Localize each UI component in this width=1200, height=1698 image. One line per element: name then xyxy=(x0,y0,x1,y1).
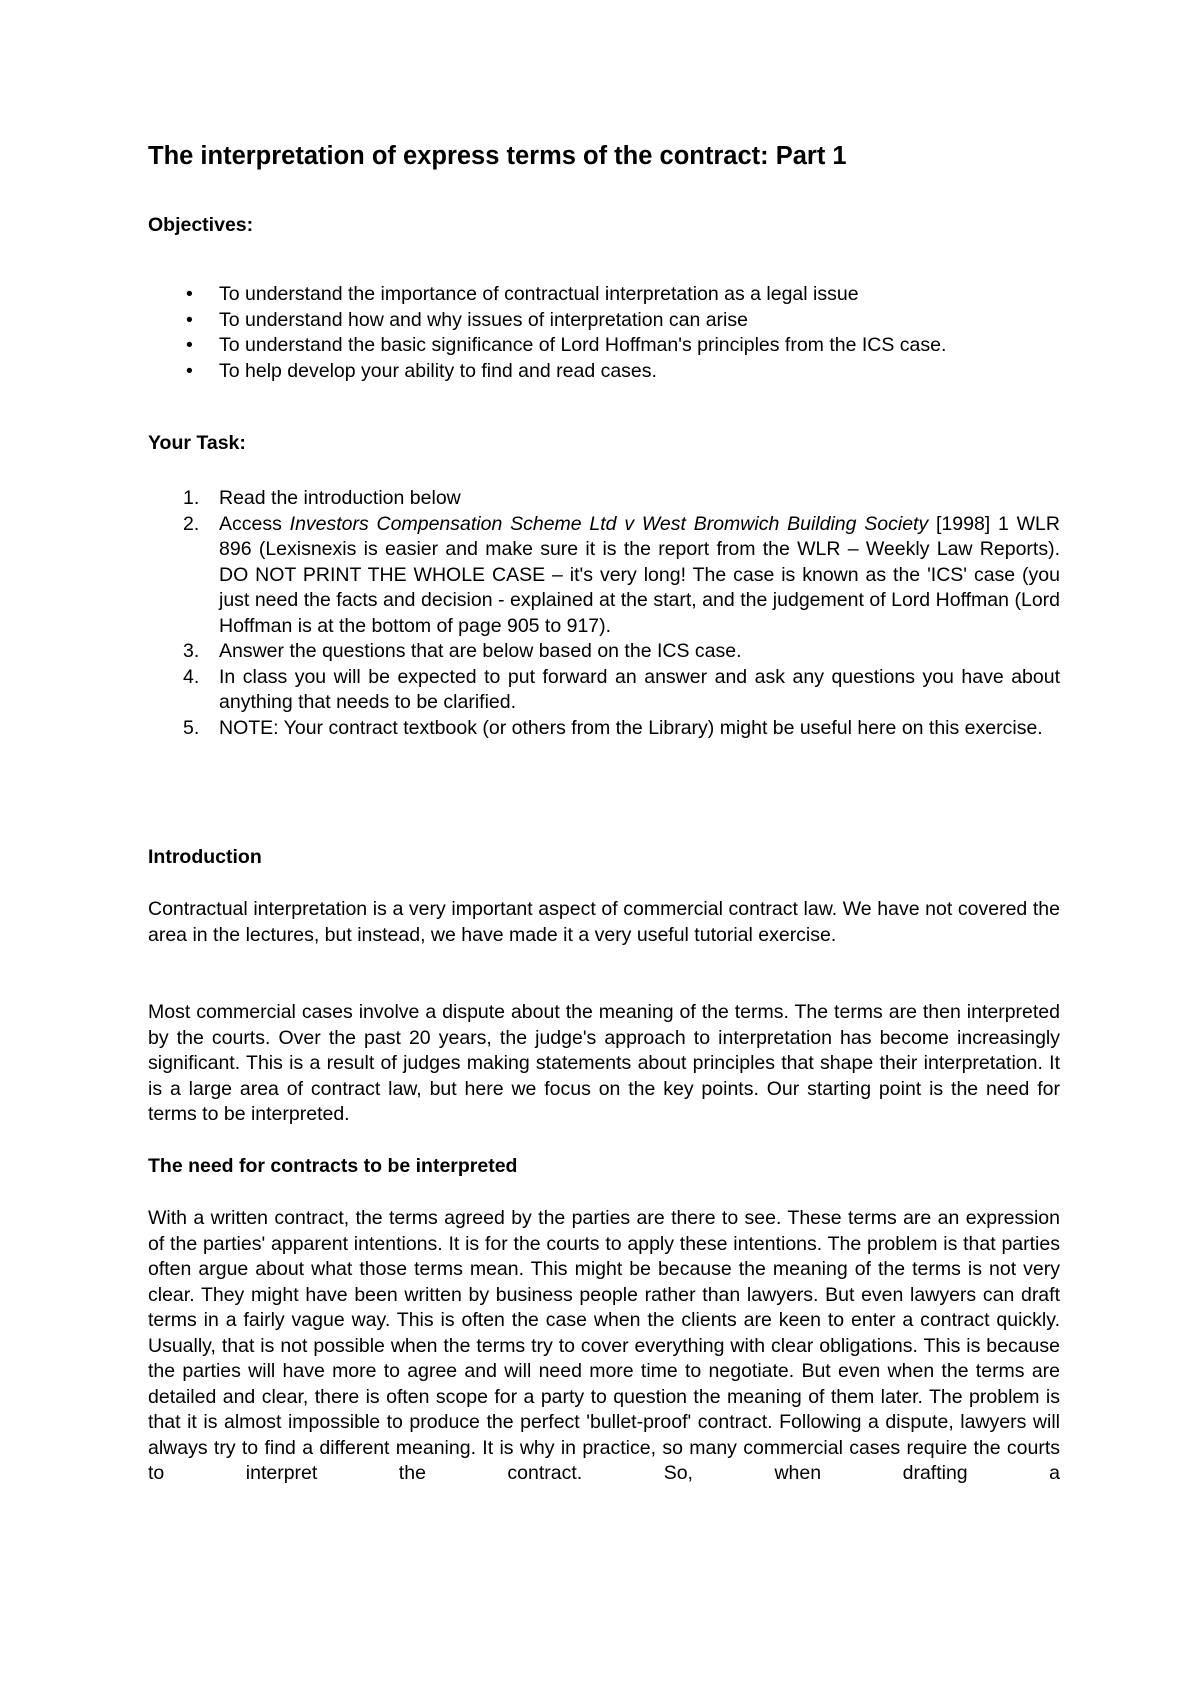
list-item xyxy=(148,486,1060,512)
step-text: NOTE: Your contract textbook (or others from the Library) might be useful here on this exercise. xyxy=(219,716,1043,739)
step-number: 4. xyxy=(183,665,200,688)
need-section-heading: The need for contracts to be interpreted xyxy=(148,1155,518,1177)
list-item: • To understand how and why issues of interpretation can arise xyxy=(148,308,1060,334)
step-number: 5. xyxy=(183,716,200,739)
need-section-paragraph: With a written contract, the terms agreed by the parties are there to see. These terms are an expression of the parties' apparent intentions. It is for the courts to apply these intentions. The problem is that parties often argue about what those terms mean. This might be because the meaning of the terms is not very clear. They might have been written by business people rather than lawyers. But even lawyers can draft terms in a fairly vague way. This is often the case when the clients are keen to enter a contract quickly. Usually, that is not possible when the terms try to cover everything with clear obligations. This is because the parties will have more to agree and will need more time to negotiate. But even when the terms are detailed and clear, there is often scope for a party to question the meaning of them later. The problem is that it is almost impossible to produce the perfect 'bullet-proof' contract. Following a dispute, lawyers will always try to find a different meaning. It is why in practice, so many commercial cases require the courts to interpret the contract. So, when drafting a xyxy=(148,1207,1060,1484)
list-item xyxy=(148,639,1060,665)
step-number: 1. xyxy=(183,487,200,509)
step-number: 2. xyxy=(183,512,200,535)
introduction-paragraph: Contractual interpretation is a very important aspect of commercial contract law. We have not covered the area in the lectures, but instead, we have made it a very useful tutorial exercise. xyxy=(148,898,1060,946)
list-item xyxy=(148,716,1060,742)
list-item: • To help develop your ability to find and read cases. xyxy=(148,359,1060,385)
list-item xyxy=(148,512,1060,640)
step-text: Read the introduction below xyxy=(219,487,461,509)
step-number: 3. xyxy=(183,640,200,662)
task-heading: Your Task: xyxy=(148,432,246,454)
objectives-heading: Objectives: xyxy=(148,214,254,236)
introduction-paragraph: Most commercial cases involve a dispute about the meaning of the terms. The terms are then interpreted by the courts. Over the past 20 years, the judge's approach to interpretation has become increasingly significant. This is a result of judges making statements about principles that shape their interpretation. It is a large area of contract law, but here we focus on the key points. Our starting point is the need for terms to be interpreted. xyxy=(148,1001,1060,1125)
objectives-list xyxy=(148,282,1060,384)
step-text-suffix: [1998] 1 WLR 896 (Lexisnexis is easier and make sure it is the report from the WLR – Weekly Law Reports). DO NOT PRINT THE WHOLE CASE – it's very long! The case is known as the 'ICS' case (you just need the facts and decision - explained at the start, and the judgement of Lord Hoffman (Lord Hoffman is at the bottom of page 905 to 917). xyxy=(219,512,1060,637)
introduction-heading: Introduction xyxy=(148,846,262,868)
step-text-prefix: Access xyxy=(219,512,290,535)
list-item: • To understand the basic significance of Lord Hoffman's principles from the ICS case. xyxy=(148,333,1060,359)
list-item xyxy=(148,665,1060,716)
step-text: In class you will be expected to put forward an answer and ask any questions you have about anything that needs to be clarified. xyxy=(219,665,1060,713)
task-steps-list xyxy=(148,486,1060,741)
step-text: Answer the questions that are below based on the ICS case. xyxy=(219,640,742,662)
case-name: Investors Compensation Scheme Ltd v West Bromwich Building Society xyxy=(289,512,929,535)
document-title: The interpretation of express terms of the contract: Part 1 xyxy=(148,142,847,170)
list-item: • To understand the importance of contractual interpretation as a legal issue xyxy=(148,282,1060,308)
